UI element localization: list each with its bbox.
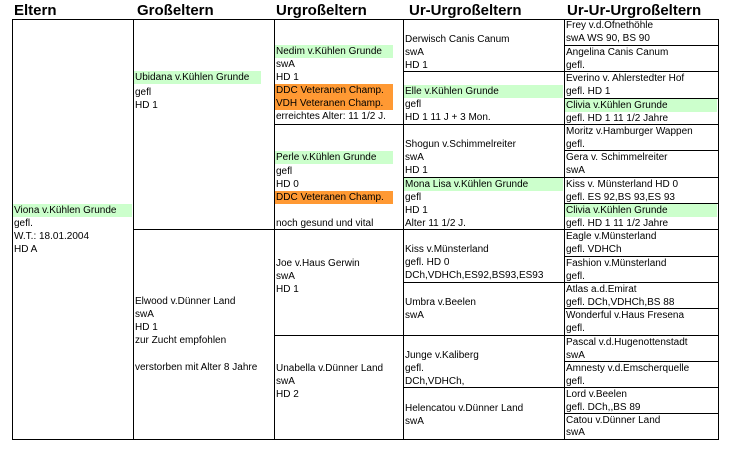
ggg-grandparent-entry (565, 230, 718, 256)
ggg-grandparent-entry (565, 20, 718, 45)
ggg-grandparent-info: gefl. (566, 376, 585, 387)
ggg-grandparent-info: gefl. HD 1 (566, 86, 611, 97)
great-grandparent-color: gefl (276, 166, 293, 177)
great-grandparent-hd: HD 1 (276, 72, 299, 83)
gg-grandparent-name: Junge v.Kaliberg (405, 350, 479, 361)
great-grandparent-color: swA (276, 271, 295, 282)
ggg-grandparent-entry (565, 151, 718, 177)
grandparent-name: Elwood v.Dünner Land (135, 296, 236, 307)
great-grandparent-hd: HD 2 (276, 389, 299, 400)
ggg-grandparent-column (565, 20, 718, 439)
ggg-grandparent-name: Wonderful v.Haus Fresena (566, 310, 685, 321)
ggg-grandparent-name: Catou v.Dünner Land (566, 415, 661, 426)
gg-grandparent-note: Alter 11 1/2 J. (405, 218, 466, 229)
ggg-grandparent-info: gefl. (566, 271, 585, 282)
gg-grandparent-color: gefl (405, 99, 422, 110)
parent-name: Viona v.Kühlen Grunde (13, 204, 132, 217)
ggg-grandparent-entry (565, 99, 718, 125)
ggg-grandparent-info: swA (566, 350, 585, 361)
ggg-grandparent-name: Clivia v.Kühlen Grunde (565, 204, 717, 217)
ggg-grandparent-name: Angelina Canis Canum (566, 47, 669, 58)
ggg-grandparent-entry (565, 388, 718, 414)
great-grandparent-name: Nedim v.Kühlen Grunde (275, 45, 393, 58)
gg-grandparent-cell-e (404, 230, 564, 282)
great-grandparent-color: swA (276, 59, 295, 70)
gg-grandparent-cell-g (404, 336, 564, 387)
great-grandparent-cell-a (275, 20, 403, 124)
ggg-grandparent-entry (565, 283, 718, 309)
ggg-grandparent-info: gefl. VDHCh (566, 244, 622, 255)
gg-grandparent-color: swA (405, 152, 424, 163)
gg-grandparent-name: Kiss v.Münsterland (405, 244, 489, 255)
ggg-grandparent-entry (565, 46, 718, 72)
header-urgrosseltern: Urgroßeltern (276, 2, 367, 19)
ggg-grandparent-name: Frey v.d.Ofnethöhle (566, 20, 654, 31)
grandparent-cell-a (134, 20, 274, 229)
great-grandparent-color: swA (276, 376, 295, 387)
grandparent-hd: HD 1 (135, 322, 158, 333)
ggg-grandparent-name: Amnesty v.d.Emscherquelle (566, 363, 690, 374)
gg-grandparent-name: Mona Lisa v.Kühlen Grunde (404, 178, 563, 191)
parent-cell (13, 20, 133, 439)
ggg-grandparent-name: Kiss v. Münsterland HD 0 (566, 179, 679, 190)
grandparent-cell-b (134, 230, 274, 439)
great-grandparent-name: Joe v.Haus Gerwin (276, 258, 360, 269)
ggg-grandparent-entry (565, 257, 718, 283)
champion-title: VDH Veteranen Champ. (275, 97, 393, 110)
ggg-grandparent-info: gefl. HD 1 11 1/2 Jahre (566, 218, 669, 229)
ggg-grandparent-entry (565, 362, 718, 388)
grandparent-note: zur Zucht empfohlen (135, 335, 227, 346)
gg-grandparent-color: gefl. (405, 363, 424, 374)
grandparent-note: verstorben mit Alter 8 Jahre (135, 362, 258, 373)
ggg-grandparent-entry (565, 414, 718, 439)
gg-grandparent-color: swA (405, 310, 424, 321)
ggg-grandparent-info: swA WS 90, BS 90 (566, 33, 650, 44)
gg-grandparent-cell-c (404, 125, 564, 177)
gg-grandparent-hd: HD 1 (405, 60, 428, 71)
gg-grandparent-name: Elle v.Kühlen Grunde (404, 85, 563, 98)
gg-grandparent-color: gefl (405, 192, 422, 203)
ggg-grandparent-name: Atlas a.d.Emirat (566, 284, 637, 295)
gg-grandparent-name: Derwisch Canis Canum (405, 34, 510, 45)
gg-grandparent-hd: HD 1 (405, 205, 428, 216)
ggg-grandparent-entry (565, 72, 718, 98)
grandparent-hd: HD 1 (135, 100, 158, 111)
great-grandparent-hd: HD 1 (276, 284, 299, 295)
gg-grandparent-titles: DCh,VDHCh,ES92,BS93,ES93 (405, 270, 544, 281)
header-ur-ur-urgrosseltern: Ur-Ur-Urgroßeltern (567, 2, 702, 19)
ggg-grandparent-info: gefl. HD 1 11 1/2 Jahre (566, 113, 669, 124)
gg-grandparent-color: swA (405, 416, 424, 427)
ggg-grandparent-info: gefl. ES 92,BS 93,ES 93 (566, 192, 675, 203)
gg-grandparent-cell-a (404, 20, 564, 71)
gg-grandparent-name: Helencatou v.Dünner Land (405, 403, 524, 414)
ggg-grandparent-name: Fashion v.Münsterland (566, 258, 667, 269)
gg-grandparent-titles: DCh,VDHCh, (405, 376, 465, 387)
parent-color: gefl. (14, 218, 33, 229)
ggg-grandparent-entry (565, 125, 718, 151)
grandparent-color: swA (135, 309, 154, 320)
ggg-grandparent-entry (565, 336, 718, 362)
ggg-grandparent-name: Moritz v.Hamburger Wappen (566, 126, 693, 137)
ggg-grandparent-info: gefl. (566, 60, 585, 71)
gg-grandparent-hd: HD 1 11 J + 3 Mon. (405, 112, 491, 123)
ggg-grandparent-info: gefl. DCh,,BS 89 (566, 402, 641, 413)
champion-title: DDC Veteranen Champ. (275, 84, 393, 97)
ggg-grandparent-entry (565, 309, 718, 335)
grandparent-name: Ubidana v.Kühlen Grunde (134, 71, 261, 84)
ggg-grandparent-info: swA (566, 165, 585, 176)
gg-grandparent-cell-h (404, 388, 564, 439)
ggg-grandparent-name: Gera v. Schimmelreiter (566, 152, 668, 163)
grandparent-color: gefl (135, 87, 152, 98)
gg-grandparent-cell-b (404, 72, 564, 124)
gg-grandparent-cell-d (404, 178, 564, 229)
ggg-grandparent-entry (565, 178, 718, 204)
ggg-grandparent-info: gefl. DCh,VDHCh,BS 88 (566, 297, 675, 308)
gg-grandparent-name: Shogun v.Schimmelreiter (405, 139, 516, 150)
ggg-grandparent-entry (565, 204, 718, 230)
ggg-grandparent-name: Clivia v.Kühlen Grunde (565, 99, 717, 112)
parent-birthdate: W.T.: 18.01.2004 (14, 231, 90, 242)
gg-grandparent-cell-f (404, 283, 564, 335)
gg-grandparent-color: swA (405, 47, 424, 58)
gg-grandparent-hd: HD 1 (405, 165, 428, 176)
champion-title: DDC Veteranen Champ. (275, 191, 393, 204)
great-grandparent-name: Perle v.Kühlen Grunde (275, 151, 393, 164)
ggg-grandparent-info: swA (566, 427, 585, 438)
great-grandparent-note: erreichtes Alter: 11 1/2 J. (276, 111, 386, 122)
great-grandparent-cell-c (275, 230, 403, 335)
ggg-grandparent-name: Everino v. Ahlerstedter Hof (566, 73, 685, 84)
great-grandparent-note: noch gesund und vital (276, 218, 374, 229)
great-grandparent-cell-b (275, 125, 403, 229)
ggg-grandparent-name: Eagle v.Münsterland (566, 231, 657, 242)
gg-grandparent-color: gefl. HD 0 (405, 257, 450, 268)
bottom-border (12, 439, 719, 440)
ggg-grandparent-info: gefl. (566, 139, 585, 150)
great-grandparent-cell-d (275, 336, 403, 439)
great-grandparent-name: Unabella v.Dünner Land (276, 363, 384, 374)
ggg-grandparent-info: gefl. (566, 323, 585, 334)
parent-hd: HD A (14, 244, 38, 255)
ggg-grandparent-name: Lord v.Beelen (566, 389, 627, 400)
gg-grandparent-name: Umbra v.Beelen (405, 297, 476, 308)
header-ur-urgrosseltern: Ur-Urgroßeltern (409, 2, 522, 19)
header-eltern: Eltern (14, 2, 57, 19)
great-grandparent-hd: HD 0 (276, 179, 299, 190)
ggg-grandparent-name: Pascal v.d.Hugenottenstadt (566, 337, 688, 348)
header-grosseltern: Großeltern (137, 2, 214, 19)
